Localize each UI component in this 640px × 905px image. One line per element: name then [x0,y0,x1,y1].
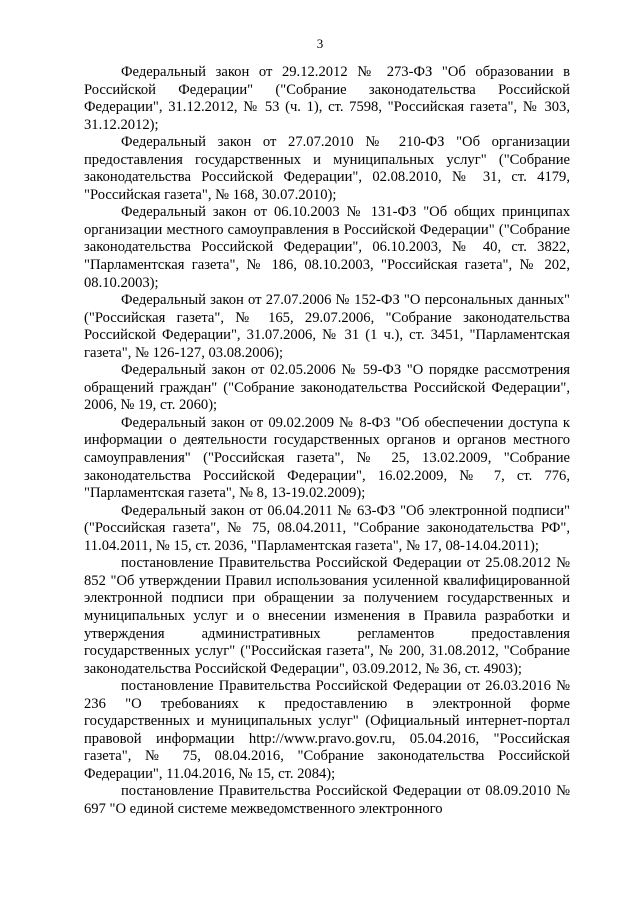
page-number: 3 [316,36,324,51]
paragraph-273-fz: Федеральный закон от 29.12.2012 № 273-ФЗ "Об образовании в Российской Федерации" ("Собрание законодательства Российской Федерации", 31.12.2012, № 53 (ч. 1), ст. 7598, "Российская газета", № 303, 31.12.2012); [84,64,570,133]
paragraph-210-fz: Федеральный закон от 27.07.2010 № 210-ФЗ "Об организации предоставления государственных и муниципальных услуг" ("Собрание законодательства Российской Федерации", 02.08.2010, № 31, ст. 4179, "Российская газета", № 168, 30.07.2010); [84,134,570,203]
document-body [84,64,570,819]
paragraph-resolution-236: постановление Правительства Российской Федерации от 26.03.2016 № 236 "О требованиях к предоставлению в электронной форме государственных и муниципальных услуг" (Официальный интернет-портал правовой информации http://www.pravo.gov.ru, 05.04.2016, "Российская газета", № 75, 08.04.2016, "Собрание законодательства Российской Федерации", 11.04.2016, № 15, ст. 2084); [84,678,570,782]
paragraph-resolution-852: постановление Правительства Российской Федерации от 25.08.2012 № 852 "Об утверждении Правил использования усиленной квалифицированной электронной подписи при обращении за получением государственных и муниципальных услуг и о внесении изменения в Правила разработки и утверждения административных регламентов предоставления государственных услуг" ("Российская газета", № 200, 31.08.2012, "Собрание законодательства Российской Федерации", 03.09.2012, № 36, ст. 4903); [84,555,570,677]
paragraph-131-fz: Федеральный закон от 06.10.2003 № 131-ФЗ "Об общих принципах организации местного самоуправления в Российской Федерации" ("Собрание законодательства Российской Федерации", 06.10.2003, № 40, ст. 3822, "Парламентская газета", № 186, 08.10.2003, "Российская газета", № 202, 08.10.2003); [84,204,570,291]
paragraph-152-fz: Федеральный закон от 27.07.2006 № 152-ФЗ "О персональных данных" ("Российская газета", № 165, 29.07.2006, "Собрание законодательства Российской Федерации", 31.07.2006, № 31 (1 ч.), ст. 3451, "Парламентская газета", № 126-127, 03.08.2006); [84,292,570,361]
paragraph-63-fz: Федеральный закон от 06.04.2011 № 63-ФЗ "Об электронной подписи" ("Российская газета", № 75, 08.04.2011, "Собрание законодательства РФ", 11.04.2011, № 15, ст. 2036, "Парламентская газета", № 17, 08-14.04.2011); [84,502,570,554]
paragraph-resolution-697: постановление Правительства Российской Федерации от 08.09.2010 № 697 "О единой системе межведомственного электронного [84,783,570,817]
paragraph-8-fz: Федеральный закон от 09.02.2009 № 8-ФЗ "Об обеспечении доступа к информации о деятельности государственных органов и органов местного самоуправления" ("Российская газета", № 25, 13.02.2009, "Собрание законодательства Российской Федерации", 16.02.2009, № 7, ст. 776, "Парламентская газета", № 8, 13-19.02.2009); [84,414,570,502]
paragraph-59-fz: Федеральный закон от 02.05.2006 № 59-ФЗ "О порядке рассмотрения обращений граждан" ("Собрание законодательства Российской Федерации", 2006, № 19, ст. 2060); [84,362,570,414]
